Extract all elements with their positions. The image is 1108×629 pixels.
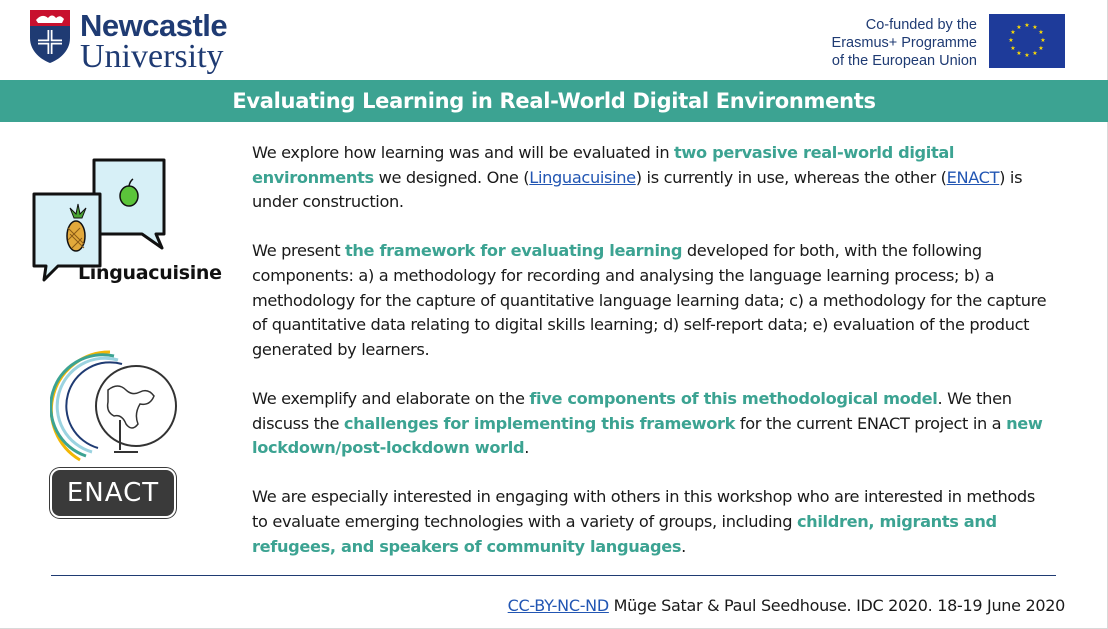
abstract-body bbox=[252, 141, 1052, 584]
svg-text:★: ★ bbox=[1038, 45, 1044, 52]
eu-cofunding-text bbox=[832, 16, 977, 70]
p2-text-2: developed for both, with the following components: a) a methodology for recording and analysing the language learning process; b) a methodology for the capture of quantitative language learning data; c) a methodology for the capture of quantitative data relating to digital skills learning; d) self-report data; e) evaluation of the product generated by learners. bbox=[252, 241, 1047, 359]
svg-text:★: ★ bbox=[1032, 50, 1038, 57]
paragraph-3 bbox=[252, 387, 1052, 461]
eu-line-3: of the European Union bbox=[831, 53, 977, 69]
linguacuisine-label: Linguacuisine bbox=[78, 262, 222, 284]
enact-label: ENACT bbox=[66, 478, 160, 508]
linguacuisine-link[interactable]: Linguacuisine bbox=[529, 167, 636, 187]
svg-text:★: ★ bbox=[1016, 24, 1022, 31]
svg-text:★: ★ bbox=[1040, 37, 1046, 44]
p3-highlight-2: challenges for implementing this framework bbox=[343, 413, 736, 433]
license-link[interactable]: CC-BY-NC-ND bbox=[507, 596, 609, 615]
p1-highlight-1: two pervasive real-world digital environments bbox=[252, 143, 955, 187]
footer-credits: Müge Satar & Paul Seedhouse. IDC 2020. 18-19 June 2020 bbox=[608, 596, 1065, 615]
p4-text-1: We are especially interested in engaging with others in this workshop who are interested in methods to evaluate emerging technologies with a variety of groups, including bbox=[252, 487, 1035, 531]
p3-highlight-1: five components of this methodological model bbox=[529, 388, 938, 408]
globe-icon bbox=[50, 340, 190, 480]
p4-text-2: . bbox=[681, 536, 686, 556]
p1-text-3: ) is currently in use, whereas the other ( bbox=[635, 167, 947, 187]
enact-link[interactable]: ENACT bbox=[946, 167, 1000, 187]
university-name-line1: Newcastle bbox=[80, 8, 228, 43]
eu-line-1: Co-funded by the bbox=[865, 17, 977, 33]
p4-highlight-1: children, migrants and refugees, and speakers of community languages bbox=[252, 511, 997, 556]
p3-text-1: We exemplify and elaborate on the bbox=[252, 388, 530, 408]
svg-text:★: ★ bbox=[1010, 45, 1016, 52]
p3-text-4: . bbox=[524, 438, 529, 458]
svg-text:★: ★ bbox=[1024, 22, 1030, 29]
p3-highlight-3: new lockdown/post-lockdown world bbox=[252, 413, 1043, 458]
enact-badge bbox=[50, 468, 176, 518]
eu-cofunding bbox=[805, 14, 1065, 70]
p2-highlight-1: the framework for evaluating learning bbox=[345, 241, 683, 261]
svg-text:★: ★ bbox=[1016, 50, 1022, 57]
paragraph-4 bbox=[252, 485, 1052, 559]
footer bbox=[508, 596, 1065, 615]
p3-text-3: for the current ENACT project in a bbox=[735, 413, 1007, 433]
svg-text:★: ★ bbox=[1032, 24, 1038, 31]
paragraph-1 bbox=[252, 141, 1052, 215]
p3-text-2: . We then discuss the bbox=[252, 388, 1012, 433]
svg-text:★: ★ bbox=[1010, 29, 1016, 36]
svg-text:★: ★ bbox=[1024, 52, 1030, 59]
p1-text-2: we designed. One ( bbox=[373, 167, 530, 187]
svg-text:★: ★ bbox=[1008, 37, 1014, 44]
p1-text-4: ) is under construction. bbox=[252, 167, 1023, 212]
page-title: Evaluating Learning in Real-World Digital Environments bbox=[232, 89, 876, 113]
svg-text:★: ★ bbox=[1038, 29, 1044, 36]
eu-line-2: Erasmus+ Programme bbox=[831, 35, 977, 51]
p1-text-1: We explore how learning was and will be evaluated in bbox=[252, 143, 675, 162]
university-name-line2: University bbox=[80, 38, 224, 75]
title-bar bbox=[0, 80, 1108, 122]
p2-text-1: We present bbox=[252, 241, 345, 261]
paragraph-2 bbox=[252, 239, 1052, 362]
university-logo bbox=[28, 6, 258, 74]
footer-divider bbox=[51, 575, 1056, 576]
eu-flag-icon bbox=[989, 14, 1065, 68]
university-shield-icon bbox=[28, 8, 72, 64]
